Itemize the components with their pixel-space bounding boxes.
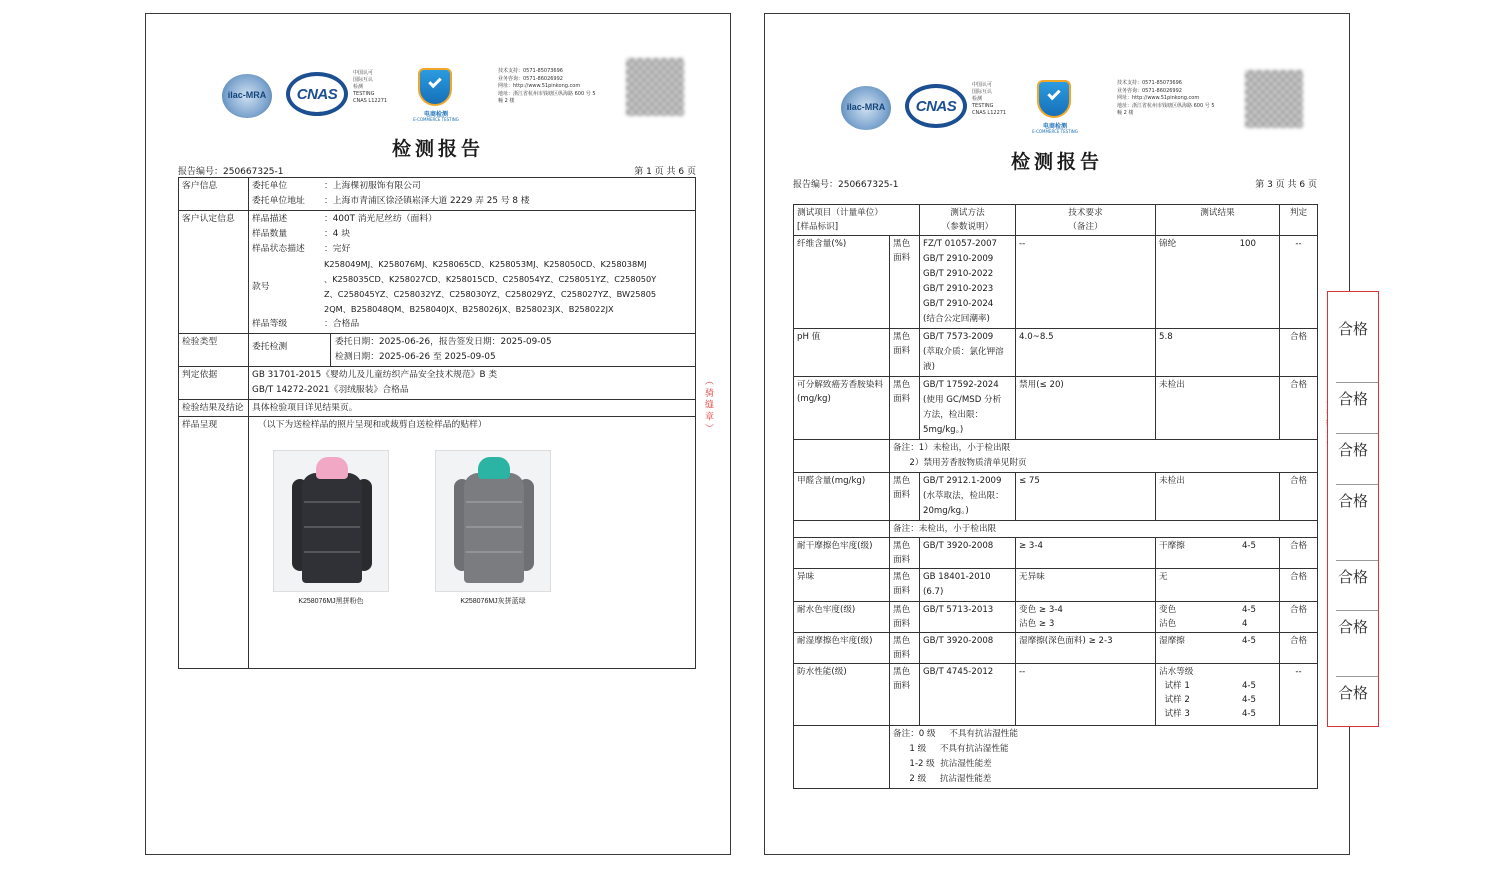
requirement: ≥ 3-4: [1016, 538, 1156, 569]
client-label: 客户信息: [179, 178, 249, 211]
header-logos: [841, 78, 1311, 134]
basis-label: 判定依据: [179, 367, 249, 400]
table-row: [794, 633, 1318, 664]
photo-note: （以下为送检样品的照片呈现和或裁剪自送检样品的贴样）: [258, 420, 487, 430]
sample-tag: 黑色面料: [890, 664, 920, 726]
col-header-result: 测试结果: [1156, 205, 1280, 236]
verdict-overlay: [1327, 291, 1379, 727]
test-item: 耐湿摩擦色牢度(级): [794, 633, 890, 664]
note-azo: 备注：1）未检出，小于检出限 2）禁用芳香胺物质清单见附页: [890, 440, 1318, 473]
qr-code-icon: [1245, 70, 1303, 128]
verdict-label: 合格: [1337, 618, 1368, 636]
page-indicator: 第 1 页 共 6 页: [634, 167, 696, 177]
contact-info: 技术支持：0571-85073696 业务咨询：0571-86026992 网址：http://www.51pinkong.com 地址：浙江省杭州市钱塘区纵海路 600 号 5 幢 2 楼: [1117, 80, 1215, 116]
field-value: ：完好: [324, 244, 351, 254]
photo-label: 样品呈现: [179, 417, 249, 669]
result: 沾水等级 试样 1 试样 2 试样 3 4-5 4-5 4-5: [1156, 664, 1280, 726]
verdict-label: 合格: [1337, 684, 1368, 702]
field-key: 样品等级: [252, 319, 288, 329]
sample-photo-black-pink: [273, 450, 389, 592]
result: 无: [1156, 569, 1280, 602]
table-row: [794, 236, 1318, 329]
test-method: GB/T 5713-2013: [920, 602, 1016, 633]
sample-tag: 黑色面料: [890, 569, 920, 602]
verdict: --: [1280, 664, 1318, 726]
requirement: --: [1016, 664, 1156, 726]
requirement: ≤ 75: [1016, 473, 1156, 521]
test-item: 防水性能(级): [794, 664, 890, 726]
table-row: [179, 334, 696, 367]
field-value: ：合格品: [324, 319, 360, 329]
sample-tag: 黑色面料: [890, 236, 920, 329]
sample-cell: [249, 211, 696, 334]
report-title: 检测报告: [1010, 151, 1103, 173]
report-number: 报告编号：250667325-1: [178, 167, 284, 177]
verdict-label: 合格: [1337, 568, 1368, 586]
col-header-item: 测试项目（计量单位） [样品标识]: [794, 205, 920, 236]
header-logos: [222, 66, 692, 122]
result: 未检出: [1156, 473, 1280, 521]
inspect-type-label: 检验类型: [179, 334, 249, 367]
verdict: 合格: [1280, 569, 1318, 602]
ilac-mra-logo: ilac-MRA: [222, 74, 272, 118]
requirement: 湿摩擦(深色面料) ≥ 2-3: [1016, 633, 1156, 664]
test-method: GB/T 4745-2012: [920, 664, 1016, 726]
test-method: GB 18401-2010 (6.7): [920, 569, 1016, 602]
test-method: GB/T 17592-2024 (使用 GC/MSD 分析 方法，检出限： 5mg/kg。): [920, 377, 1016, 440]
result: 湿摩擦 4-5: [1156, 633, 1280, 664]
seam-stamp: （ 骑 缝 章 ）: [703, 376, 713, 433]
field-value: ：4 块: [324, 229, 350, 239]
test-method: FZ/T 01057-2007 GB/T 2910-2009 GB/T 2910-2022 GB/T 2910-2023 GB/T 2910-2024 (结合公定回潮率): [920, 236, 1016, 329]
verdict: 合格: [1280, 633, 1318, 664]
photo-caption: K258076MJ灰拼蓝绿: [460, 598, 526, 605]
client-cell: [249, 178, 696, 211]
table-row: [794, 664, 1318, 726]
requirement: 4.0~8.5: [1016, 329, 1156, 377]
test-item: 耐水色牢度(级): [794, 602, 890, 633]
result: 变色 沾色 4-5 4: [1156, 602, 1280, 633]
test-item: 可分解致癌芳香胺染料(mg/kg): [794, 377, 890, 440]
sample-tag: 黑色面料: [890, 633, 920, 664]
conclusion-value: 具体检验项目详见结果页。: [249, 400, 696, 417]
verdict: 合格: [1280, 602, 1318, 633]
verdict: 合格: [1280, 473, 1318, 521]
field-key: 样品状态描述: [252, 244, 305, 254]
requirement: 禁用(≤ 20): [1016, 377, 1156, 440]
note-row: [794, 726, 1318, 789]
contact-info: 技术支持：0571-85073696 业务咨询：0571-86026992 网址：http://www.51pinkong.com 地址：浙江省杭州市钱塘区纵海路 600 号 5 幢 2 楼: [498, 68, 596, 104]
cnas-text: 中国认可 国际互认 检测 TESTING CNAS L12271: [353, 70, 388, 104]
results-table: [793, 204, 1318, 789]
note-formaldehyde: 备注：未检出，小于检出限: [890, 521, 1318, 538]
note-row: [794, 440, 1318, 473]
qr-code-icon: [626, 58, 684, 116]
photo-caption: K258076MJ黑拼粉色: [298, 598, 364, 605]
requirement: 变色 ≥ 3-4 沾色 ≥ 3: [1016, 602, 1156, 633]
report-title: 检测报告: [391, 138, 484, 160]
result: 未检出: [1156, 377, 1280, 440]
field-value: ：400T 消光尼丝纺（面料）: [324, 214, 437, 224]
table-row: [179, 367, 696, 400]
sample-tag: 黑色面料: [890, 377, 920, 440]
verdict-label: 合格: [1337, 492, 1368, 510]
requirement: 无异味: [1016, 569, 1156, 602]
test-method: GB/T 2912.1-2009 (水萃取法，检出限： 20mg/kg。): [920, 473, 1016, 521]
table-row: [794, 569, 1318, 602]
page-indicator: 第 3 页 共 6 页: [1255, 180, 1317, 190]
table-row: [794, 377, 1318, 440]
sample-tag: 黑色面料: [890, 473, 920, 521]
report-number: 报告编号：250667325-1: [793, 180, 899, 190]
col-header-requirement: 技术要求 （备注）: [1016, 205, 1156, 236]
col-header-method: 测试方法 （参数说明）: [920, 205, 1016, 236]
verdict-label: 合格: [1337, 320, 1368, 338]
table-row: [794, 329, 1318, 377]
col-header-verdict: 判定: [1280, 205, 1318, 236]
shield-label-cn: 电商检测: [423, 111, 448, 118]
field-key: 委托单位地址: [252, 196, 305, 206]
test-method: GB/T 7573-2009 (萃取介质：氯化钾溶 液): [920, 329, 1016, 377]
test-item: 异味: [794, 569, 890, 602]
test-dates: 检测日期：2025-06-26 至 2025-09-05: [335, 352, 496, 362]
test-item: pH 值: [794, 329, 890, 377]
sample-tag: 黑色面料: [890, 329, 920, 377]
basis-cell: GB 31701-2015《婴幼儿及儿童纺织产品安全技术规范》B 类 GB/T 14272-2021《羽绒服装》合格品: [249, 367, 696, 400]
sample-photo-grey-teal: [435, 450, 551, 592]
verdict: 合格: [1280, 377, 1318, 440]
result: 锦纶 100: [1156, 236, 1280, 329]
style-numbers: K258049MJ、K258076MJ、K258065CD、K258053MJ、K258050CD、K258038MJ 、K258035CD、K258027CD、K258015CD、C258054YZ、C258051YZ、C258050Y Z、C258045YZ、C258032YZ、C258030YZ、C258029YZ、C258027YZ、BW25805 2QM、B258048QM、B258040JX、B258026JX、B258023JX、B258022JX: [324, 259, 657, 314]
inspect-type-value: 委托检测: [249, 334, 331, 366]
sample-label: 客户认定信息: [179, 211, 249, 334]
ilac-mra-logo: ilac-MRA: [841, 86, 891, 130]
sample-tag: 黑色面料: [890, 602, 920, 633]
table-row: [179, 211, 696, 334]
table-row: [179, 400, 696, 417]
verdict: 合格: [1280, 329, 1318, 377]
table-row: [794, 538, 1318, 569]
verdict-label: 合格: [1337, 390, 1368, 408]
test-method: GB/T 3920-2008: [920, 538, 1016, 569]
field-key: 委托单位: [252, 181, 288, 191]
note-row: [794, 521, 1318, 538]
field-key: 样品数量: [252, 229, 288, 239]
table-row: [794, 602, 1318, 633]
note-water-repellency: 备注：0 级 不具有抗沾湿性能 1 级 不具有抗沾湿性能 1-2 级 抗沾湿性能差 2 级 抗沾湿性能差: [890, 726, 1318, 789]
cnas-logo: CNAS: [286, 72, 348, 116]
field-key: 款号: [252, 281, 270, 292]
verdict: --: [1280, 236, 1318, 329]
verdict: 合格: [1280, 538, 1318, 569]
field-value: ：上海棵初服饰有限公司: [324, 181, 421, 191]
shield-label-en: E-COMMERCE TESTING: [1032, 129, 1078, 134]
field-key: 样品描述: [252, 214, 288, 224]
inspect-type-cell: [249, 334, 696, 367]
shield-label-en: E-COMMERCE TESTING: [413, 117, 459, 122]
report-page-3: [764, 13, 1350, 855]
report-page-1: [145, 13, 731, 855]
cnas-logo: CNAS: [905, 84, 967, 128]
requirement: --: [1016, 236, 1156, 329]
ecommerce-testing-shield-icon: [1037, 80, 1071, 118]
verdict-label: 合格: [1337, 441, 1368, 459]
table-row: [179, 178, 696, 211]
shield-label-cn: 电商检测: [1042, 123, 1067, 130]
test-item: 甲醛含量(mg/kg): [794, 473, 890, 521]
test-item: 耐干摩擦色牢度(级): [794, 538, 890, 569]
ecommerce-testing-shield-icon: [418, 68, 452, 106]
table-row: [794, 473, 1318, 521]
test-item: 纤维含量(%): [794, 236, 890, 329]
table-header-row: [794, 205, 1318, 236]
conclusion-label: 检验结果及结论: [179, 400, 249, 417]
field-value: ：上海市青浦区徐泾镇崧泽大道 2229 弄 25 号 8 楼: [324, 196, 530, 206]
commission-dates: 委托日期：2025-06-26，报告签发日期：2025-09-05: [335, 337, 552, 347]
sample-tag: 黑色面料: [890, 538, 920, 569]
test-method: GB/T 3920-2008: [920, 633, 1016, 664]
result: 干摩擦 4-5: [1156, 538, 1280, 569]
cnas-text: 中国认可 国际互认 检测 TESTING CNAS L12271: [972, 82, 1007, 116]
result: 5.8: [1156, 329, 1280, 377]
